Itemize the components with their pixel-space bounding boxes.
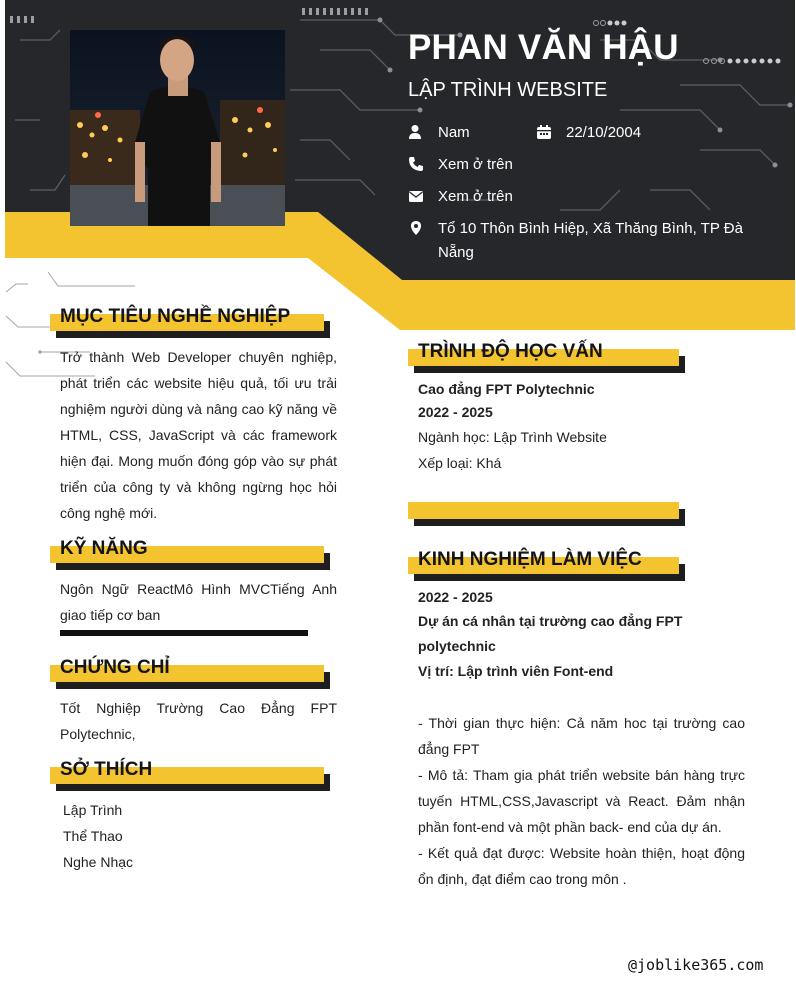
hobbies-list xyxy=(63,797,323,875)
address-value: Tổ 10 Thôn Bình Hiệp, Xã Thăng Bình, TP Đà Nẵng xyxy=(438,220,743,261)
profile-photo xyxy=(70,30,285,226)
address-row xyxy=(408,217,768,265)
experience-result: - Kết quả đạt được: Website hoàn thiện, hoạt động ổn định, đạt điểm cao trong môn . xyxy=(418,845,745,887)
footer-website: @joblike365.com xyxy=(628,956,764,974)
hobbies-heading xyxy=(50,759,324,797)
phone-row xyxy=(408,153,608,177)
phone-value: Xem ở trên xyxy=(438,156,513,173)
empty-section-bar xyxy=(408,502,679,532)
certificates-heading xyxy=(50,657,324,695)
gender-row xyxy=(408,121,548,145)
experience-project: Dự án cá nhân tại trường cao đẳng FPT polytechnic xyxy=(418,613,683,654)
birthdate-value: 22/10/2004 xyxy=(566,124,642,141)
experience-period: 2022 - 2025 xyxy=(418,589,493,605)
school-name: Cao đẳng FPT Polytechnic xyxy=(418,381,595,397)
email-value: Xem ở trên xyxy=(438,188,513,205)
skills-heading xyxy=(50,538,324,576)
experience-block xyxy=(418,586,745,892)
experience-duration: - Thời gian thực hiện: Cả năm hoc tại trường cao đẳng FPT xyxy=(418,715,745,757)
map-pin-icon xyxy=(408,220,424,236)
experience-position: Vị trí: Lập trình viên Font-end xyxy=(418,663,614,679)
hobbies-title: SỞ THÍCH xyxy=(60,759,153,780)
phone-icon xyxy=(408,156,424,172)
education-period: 2022 - 2025 xyxy=(418,404,493,420)
education-major: Ngành học: Lập Trình Website xyxy=(418,429,607,445)
calendar-icon xyxy=(536,124,552,140)
education-title: TRÌNH ĐỘ HỌC VẤN xyxy=(418,341,603,362)
skills-title: KỸ NĂNG xyxy=(60,538,148,559)
objective-text: Trở thành Web Developer chuyên nghiệp, phát triển các website hiệu quả, tối ưu trải nghiệm người dùng và nâng cao kỹ năng về HTML, CSS, JavaScript và các framework hiện đại. Mong muốn đóng góp vào sự phát triển của công ty và không ngừng học hỏi công nghệ mới. xyxy=(60,349,337,521)
job-title: LẬP TRÌNH WEBSITE xyxy=(408,79,608,101)
candidate-name: PHAN VĂN HẬU xyxy=(408,28,679,67)
list-item: Nghe Nhạc xyxy=(63,854,134,870)
person-icon xyxy=(408,124,424,140)
skills-text: Ngôn Ngữ ReactMô Hình MVCTiếng Anh giao tiếp cơ ban xyxy=(60,581,337,623)
certificates-text: Tốt Nghiệp Trường Cao Đẳng FPT Polytechnic, xyxy=(60,700,337,742)
email-row xyxy=(408,185,608,209)
education-block xyxy=(418,378,748,476)
experience-title: KINH NGHIỆM LÀM VIỆC xyxy=(418,549,642,570)
list-item: Thể Thao xyxy=(63,828,123,844)
gender-value: Nam xyxy=(438,124,470,141)
objective-heading xyxy=(50,306,324,344)
birthdate-row xyxy=(536,121,686,145)
experience-heading xyxy=(408,549,679,587)
education-heading xyxy=(408,341,679,379)
education-grade: Xếp loại: Khá xyxy=(418,455,502,471)
envelope-icon xyxy=(408,188,424,204)
list-item: Lập Trình xyxy=(63,802,123,818)
skill-level-bar xyxy=(60,630,308,636)
experience-description: - Mô tả: Tham gia phát triển website bán hàng trực tuyến HTML,CSS,Javascript và React. Đảm nhận phần font-end và một phần back- end của dự án. xyxy=(418,767,745,835)
certificates-title: CHỨNG CHỈ xyxy=(60,657,170,678)
objective-title: MỤC TIÊU NGHỀ NGHIỆP xyxy=(60,306,291,327)
